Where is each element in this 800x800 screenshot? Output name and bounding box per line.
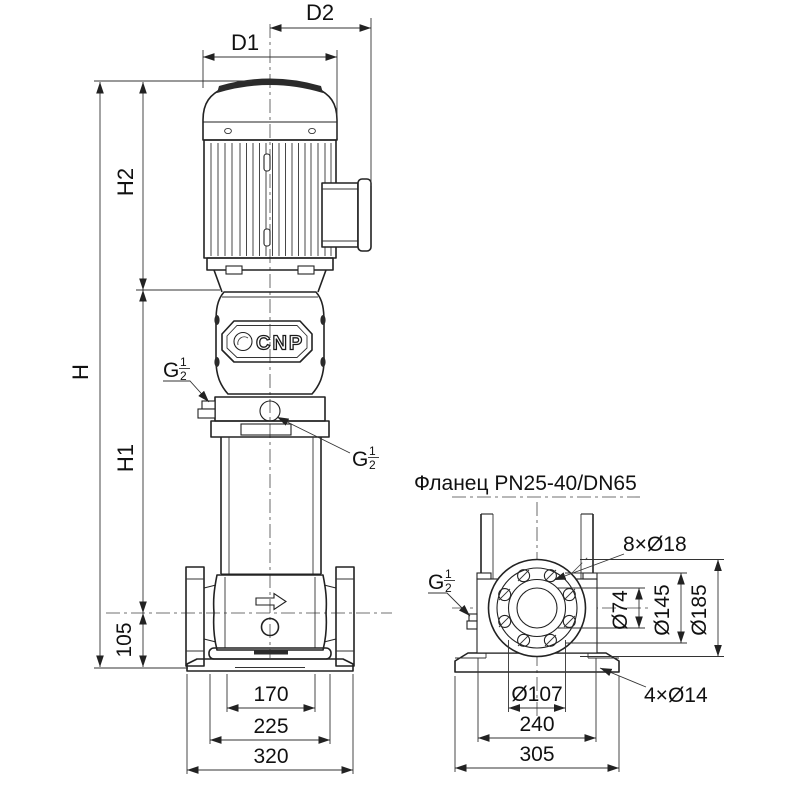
- dim-320: [187, 745, 353, 770]
- thread-label-g12-right: [277, 417, 379, 472]
- g12-letter: G: [163, 359, 180, 382]
- thread-label-g12-left: [163, 355, 209, 402]
- dim-label-dia107: Ø107: [511, 683, 563, 706]
- side-view: [414, 472, 724, 772]
- motor-fins: [211, 143, 331, 256]
- nameplate: [241, 424, 291, 435]
- pump-column: [221, 437, 321, 574]
- flow-arrow-icon: [256, 594, 286, 610]
- bolt-pattern-label: 8×Ø18: [623, 533, 687, 556]
- dim-dia74: [609, 588, 639, 630]
- dim-D2: [270, 0, 371, 28]
- dim-225: [210, 715, 330, 740]
- g12-numerator: 1: [180, 355, 187, 369]
- front-centerlines: [106, 24, 392, 658]
- dim-H2: [113, 82, 143, 290]
- gauge-port-fitting: [202, 401, 215, 409]
- g12-numerator: 1: [445, 567, 452, 581]
- cnp-logo-mark: [234, 333, 252, 351]
- port-flange-right: [324, 567, 354, 666]
- front-extension-lines: [94, 18, 371, 774]
- dim-170: [227, 683, 315, 708]
- fan-cover-screw-right: [309, 128, 316, 133]
- fin-slot-upper: [264, 154, 270, 171]
- g12-letter: G: [428, 571, 445, 594]
- base-skirt: [187, 648, 353, 671]
- g12-letter: G: [352, 448, 369, 471]
- fin-slot-lower: [264, 229, 270, 246]
- dim-label-305: 305: [519, 743, 555, 766]
- cnp-badge: [222, 321, 312, 362]
- dim-H: [68, 82, 100, 667]
- g12-numerator: 1: [369, 444, 376, 458]
- dim-dia107: [509, 683, 566, 708]
- callout-base-holes: [600, 668, 708, 707]
- cnp-badge-text: CNP: [256, 332, 305, 355]
- dim-label-320: 320: [253, 745, 289, 768]
- base-holes-label: 4×Ø14: [644, 684, 708, 707]
- g12-side-leader: [428, 593, 470, 616]
- dim-105: [113, 613, 143, 667]
- dim-label-240: 240: [519, 713, 555, 736]
- terminal-box: [322, 179, 371, 251]
- side-gauge-fitting: [469, 614, 477, 621]
- dim-label-dia74: Ø74: [609, 590, 632, 630]
- dim-dia145: [651, 573, 681, 643]
- g12-left-leader: [163, 381, 209, 402]
- seal-housing: [198, 397, 325, 421]
- thread-label-g12-side: [428, 567, 470, 616]
- dim-dia185: [688, 560, 718, 657]
- g12-denominator: 2: [445, 581, 452, 595]
- dim-label-h2: H2: [113, 167, 138, 197]
- dim-label-d1: D1: [230, 30, 260, 55]
- g12-denominator: 2: [369, 458, 376, 472]
- port-flange-left: [186, 567, 216, 666]
- terminal-box-cover: [358, 179, 371, 251]
- dim-label-h: H: [68, 364, 93, 380]
- flange-title: Фланец PN25-40/DN65: [414, 472, 637, 495]
- dim-240: [478, 713, 596, 738]
- g12-denominator: 2: [180, 369, 187, 383]
- dim-label-h1: H1: [113, 443, 138, 473]
- dim-label-170: 170: [253, 683, 289, 706]
- dim-label-225: 225: [253, 715, 289, 738]
- dim-label-105: 105: [113, 622, 136, 658]
- dim-label-d2: D2: [305, 0, 335, 25]
- front-view: [68, 0, 392, 774]
- dim-H1: [113, 290, 143, 613]
- dim-label-dia145: Ø145: [651, 584, 674, 636]
- dim-label-dia185: Ø185: [688, 584, 711, 636]
- fan-cover-screw-left: [225, 128, 232, 133]
- dim-305: [455, 743, 619, 768]
